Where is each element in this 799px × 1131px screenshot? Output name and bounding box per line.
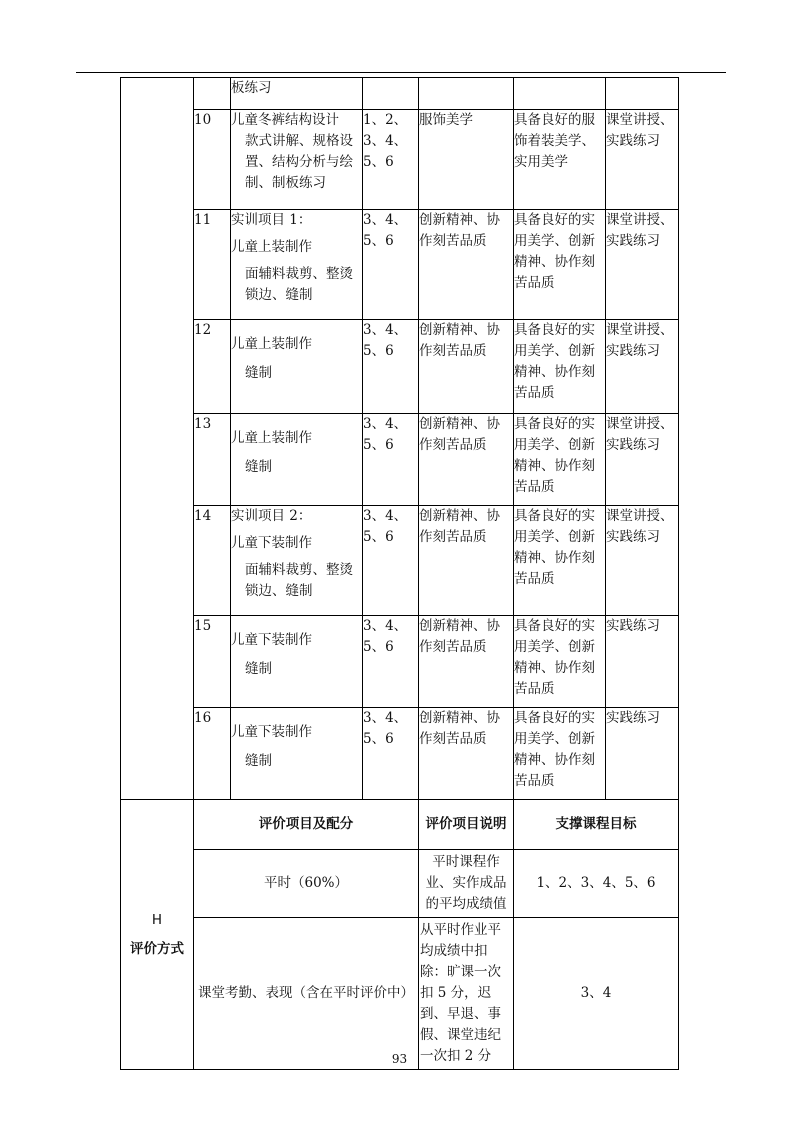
table-row <box>121 616 679 708</box>
table-row <box>121 506 679 616</box>
method-cell: 课堂讲授、实践练习 <box>606 210 679 320</box>
table-row <box>121 210 679 320</box>
effect-cell: 具备良好的实用美学、创新精神、协作刻苦品质 <box>514 210 606 320</box>
page-number: 93 <box>391 1052 408 1066</box>
topic-detail: 面辅料裁剪、整烫锁边、缝制 <box>245 562 353 599</box>
section-cell-blank <box>121 78 194 800</box>
topic-subtitle: 儿童下装制作 <box>231 535 312 551</box>
eval-item: 课堂考勤、表现（含在平时评价中） <box>194 918 419 1070</box>
method-cell: 课堂讲授、实践练习 <box>606 506 679 616</box>
eval-item: 平时（60%） <box>194 850 419 918</box>
row-number: 13 <box>194 414 231 506</box>
topic-cell <box>231 616 363 708</box>
header-support-goals: 支撑课程目标 <box>514 800 679 850</box>
topic-cell <box>231 708 363 800</box>
topic-title: 儿童下装制作 <box>231 632 312 648</box>
topic-title: 儿童下装制作 <box>231 724 312 740</box>
goals-cell: 3、4、5、6 <box>363 616 419 708</box>
method-cell: 实践练习 <box>606 708 679 800</box>
eval-goals: 3、4 <box>514 918 679 1070</box>
goals-cell: 1、2、3、4、5、6 <box>363 110 419 210</box>
header-eval-desc: 评价项目说明 <box>419 800 514 850</box>
method-cell: 实践练习 <box>606 616 679 708</box>
topic-cell <box>231 506 363 616</box>
method-cell: 课堂讲授、实践练习 <box>606 320 679 414</box>
topic-detail: 缝制 <box>245 459 272 475</box>
row-number: 10 <box>194 110 231 210</box>
table-row <box>121 708 679 800</box>
effect-cell: 具备良好的实用美学、创新精神、协作刻苦品质 <box>514 708 606 800</box>
element-cell: 创新精神、协作刻苦品质 <box>419 616 514 708</box>
table-row <box>121 78 679 110</box>
topic-detail: 缝制 <box>245 753 272 769</box>
table-row <box>121 414 679 506</box>
header-eval-item: 评价项目及配分 <box>194 800 419 850</box>
element-cell: 创新精神、协作刻苦品质 <box>419 414 514 506</box>
evaluation-section-label <box>121 800 194 1070</box>
section-letter: H <box>151 911 163 928</box>
effect-cell: 具备良好的实用美学、创新精神、协作刻苦品质 <box>514 320 606 414</box>
element-cell: 创新精神、协作刻苦品质 <box>419 320 514 414</box>
row-number: 16 <box>194 708 231 800</box>
row-number: 11 <box>194 210 231 320</box>
evaluation-row <box>121 850 679 918</box>
header-rule <box>76 72 726 73</box>
eval-desc: 从平时作业平均成绩中扣除：旷课一次扣 5 分，迟到、早退、事假、课堂违纪一次扣 2 分 <box>419 918 514 1070</box>
goals-cell: 3、4、5、6 <box>363 506 419 616</box>
row-number: 15 <box>194 616 231 708</box>
eval-goals: 1、2、3、4、5、6 <box>514 850 679 918</box>
topic-title: 实训项目 2： <box>231 508 312 524</box>
topic-title: 儿童上装制作 <box>231 336 312 352</box>
table-row <box>121 110 679 210</box>
topic-detail: 缝制 <box>245 365 272 381</box>
topic-cell <box>231 320 363 414</box>
topic-title: 儿童冬裤结构设计 <box>231 112 339 128</box>
topic-detail: 面辅料裁剪、整烫锁边、缝制 <box>245 266 353 303</box>
topic-detail: 款式讲解、规格设置、结构分析与绘制、制板练习 <box>245 133 353 191</box>
element-cell: 创新精神、协作刻苦品质 <box>419 708 514 800</box>
element-cell: 服饰美学 <box>419 110 514 210</box>
goals-cell: 3、4、5、6 <box>363 708 419 800</box>
row-number: 12 <box>194 320 231 414</box>
effect-cell: 具备良好的实用美学、创新精神、协作刻苦品质 <box>514 414 606 506</box>
table-row <box>121 320 679 414</box>
element-cell: 创新精神、协作刻苦品质 <box>419 506 514 616</box>
effect-cell: 具备良好的实用美学、创新精神、协作刻苦品质 <box>514 616 606 708</box>
method-cell: 课堂讲授、实践练习 <box>606 110 679 210</box>
topic-cell <box>231 210 363 320</box>
goals-cell: 3、4、5、6 <box>363 414 419 506</box>
evaluation-row <box>121 918 679 1070</box>
topic-title: 实训项目 1： <box>231 212 312 228</box>
method-cell: 课堂讲授、实践练习 <box>606 414 679 506</box>
topic-cell: 板练习 <box>231 78 363 110</box>
topic-subtitle: 儿童上装制作 <box>231 239 312 255</box>
topic-cell <box>231 414 363 506</box>
eval-desc: 平时课程作业、实作成品的平均成绩值 <box>419 850 514 918</box>
goals-cell: 3、4、5、6 <box>363 320 419 414</box>
effect-cell: 具备良好的实用美学、创新精神、协作刻苦品质 <box>514 506 606 616</box>
row-number: 14 <box>194 506 231 616</box>
topic-detail: 缝制 <box>245 661 272 677</box>
section-name: 评价方式 <box>130 940 184 957</box>
topic-title: 儿童上装制作 <box>231 430 312 446</box>
effect-cell: 具备良好的服饰着装美学、实用美学 <box>514 110 606 210</box>
topic-cell <box>231 110 363 210</box>
evaluation-header-row <box>121 800 679 850</box>
course-schedule-table <box>120 77 679 1070</box>
element-cell: 创新精神、协作刻苦品质 <box>419 210 514 320</box>
goals-cell: 3、4、5、6 <box>363 210 419 320</box>
